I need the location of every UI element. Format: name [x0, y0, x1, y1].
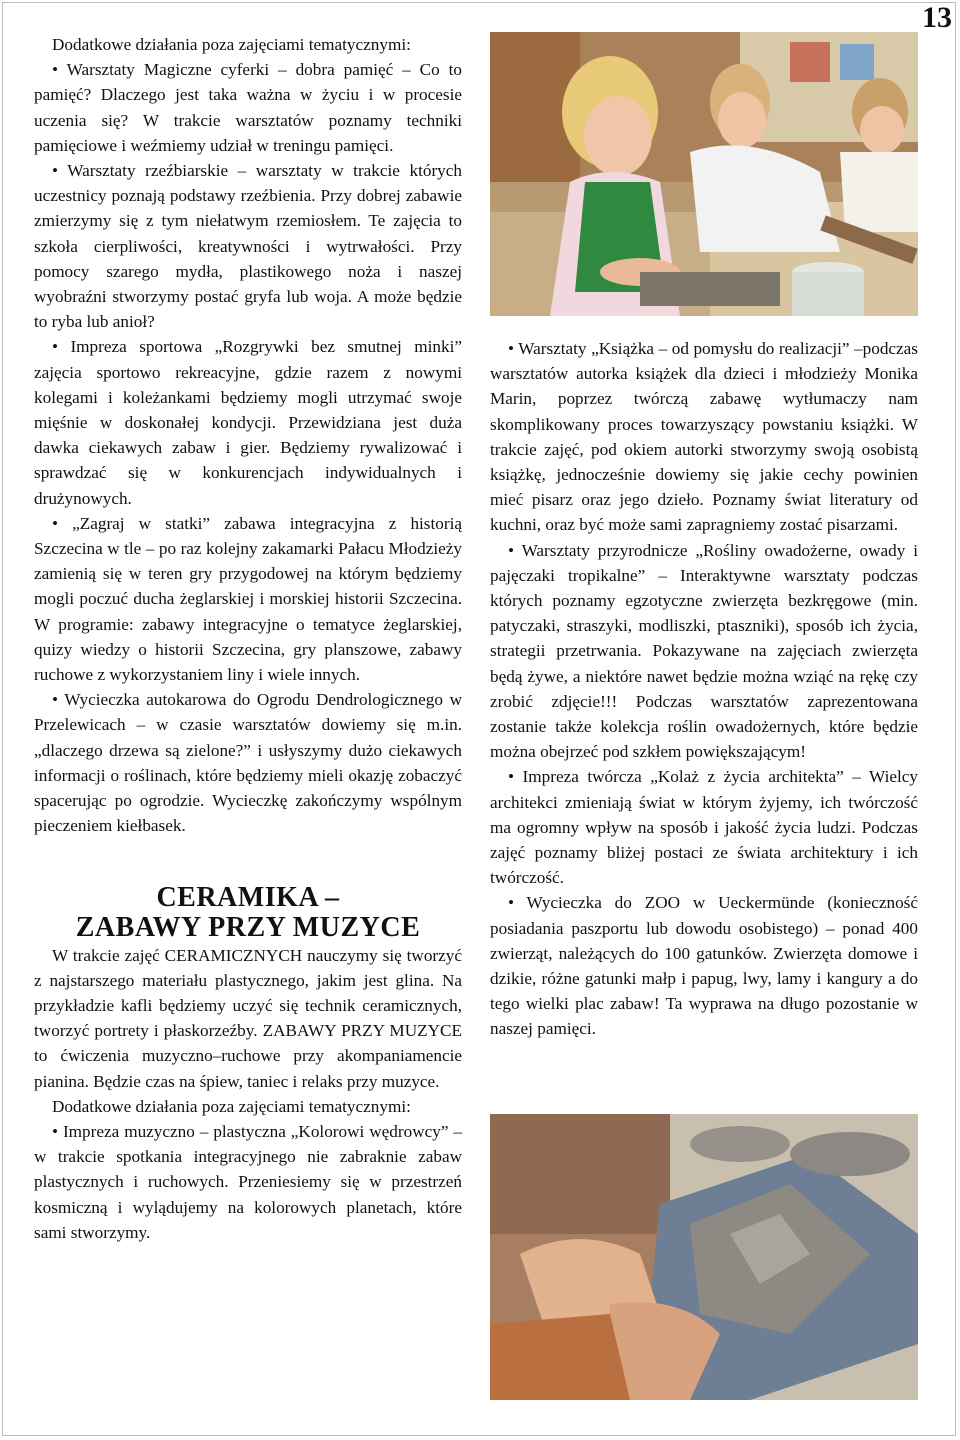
item-architect-collage: • Impreza twórcza „Kolaż z życia architekta” – Wielcy architekci zmieniają świat w którym żyjemy, ich twórczość ma ogromny wpływ na sposób i jakość życia ludzi. Podczas zajęć poznamy bliżej postaci ze świata architektury i ich twórczość.: [490, 767, 918, 888]
heading-line-2: ZABAWY PRZY MUZYCE: [75, 911, 421, 943]
intro-text: Dodatkowe działania poza zajęciami tematycznymi:: [52, 35, 411, 54]
item-zoo-trip: • Wycieczka do ZOO w Ueckermünde (konieczność posiadania paszportu lub dowodu osobistego) – ponad 400 zwierząt, należących do 100 gatunków. Zwierzęta domowe i dzikie, różne gatunki małp i papug, lwy, lamy i kangury a do tego wielki plac zabaw! Ta wyprawa na długo pozostanie w naszej pamięci.: [490, 893, 918, 1039]
intro-text-2: Dodatkowe działania poza zajęciami tematycznymi:: [52, 1096, 411, 1116]
item-memory-workshop: • Warsztaty Magiczne cyferki – dobra pamięć – Co to pamięć? Dlaczego jest taka ważna w życiu i w procesie uczenia się? W trakcie warsztatów poznamy techniki pamięciowe i weźmiemy udział w treningu pamięci.: [34, 60, 462, 155]
heading-line-1: CERAMIKA –: [156, 881, 340, 913]
photo-clay-tile-hands: [490, 1114, 918, 1400]
ceramics-description: W trakcie zajęć CERAMICZNYCH nauczymy się tworzyć z najstarszego materiału plastycznego, jakim jest glina. Na przykładzie kafli będziemy uczyć się technik ceramicznych, tworzyć portrety i płaskorzeźby. ZABAWY PRZY MUZYCE to ćwiczenia muzyczno–ruchowe przy akompaniamencie pianina. Będzie czas na śpiew, taniec i relaks przy muzyce.: [34, 945, 462, 1091]
photo-children-clay-image: [490, 32, 918, 316]
page-number: 13: [922, 1, 952, 34]
section-heading: [34, 883, 462, 943]
photo-children-clay-workshop: [490, 32, 918, 316]
right-column: [490, 336, 918, 1042]
item-dendrology-trip: • Wycieczka autokarowa do Ogrodu Dendrologicznego w Przelewicach – w czasie warsztatów dowiemy się m.in. „dlaczego drzewa są zielone?” i usłyszymy dużo ciekawych informacji o roślinach, które będziemy mieli okazję zobaczyć spacerując po ogrodzie. Wycieczkę zakończymy wspólnym pieczeniem kiełbasek.: [34, 690, 462, 836]
item-nature-workshop: • Warsztaty przyrodnicze „Rośliny owadożerne, owady i pajęczaki tropikalne” – Interaktywne warsztaty podczas których poznamy egzotyczne zwierzęta bezkręgowe (min. patyczaki, straszyki, modliszki, ptaszniki), sposób ich życia, strategii przetrwania. Pokazywane na zajęciach zwierzęta będą żywe, a niektóre nawet będzie można wziąć na rękę czy zrobić zdjęcie!!! Podczas warsztatów zaprezentowana zostanie także kolekcja roślin owadożernych, które będzie można obejrzeć pod szkłem powiększającym!: [490, 540, 918, 762]
photo-clay-tile-image: [490, 1114, 918, 1400]
item-book-workshop: • Warsztaty „Książka – od pomysłu do realizacji” –podczas warsztatów autorka książek dla dzieci i młodzieży Monika Marin, poprzez twórczą zabawę wytłumaczy nam skomplikowany proces towarzyszący powstaniu książki. W trakcie zajęć, pod okiem autorki stworzymy swoją osobistą książkę, jednocześnie dowiemy się jakie cechy powinien mieć pisarz oraz jego dzieło. Poznamy świat literatury od kuchni, oraz być może sami zapragniemy zostać pisarzami.: [490, 339, 918, 535]
item-battleship-game: • „Zagraj w statki” zabawa integracyjna z historią Szczecina w tle – po raz kolejny zakamarki Pałacu Młodzieży zamienią się w teren gry przygodowej na którym będziemy mogli poczuć ducha żeglarskiej i morskiej historii Szczecina. W programie: zabawy integracyjne o tematyce żeglarskiej, quizy wiedzy o historii Szczecina, gry planszowe, zabawy ruchowe z wykorzystaniem liny i wiele innych.: [34, 513, 462, 685]
item-sculpture-workshop: • Warsztaty rzeźbiarskie – warsztaty w trakcie których uczestnicy poznają podstawy rzeźbienia. Przy dobrej zabawie zmierzymy się z tym niełatwym rzemiosłem. Te zajęcia to szkoła cierpliwości, kreatywności i wytrwałości. Przy pomocy szarego mydła, plastikowego noża i naszej wyobraźni stworzymy postać gryfa lub woja. A może będzie to ryba lub anioł?: [34, 161, 462, 332]
item-sports-event: • Impreza sportowa „Rozgrywki bez smutnej minki” zajęcia sportowo rekreacyjne, gdzie razem z nowymi kolegami i koleżankami będziemy mogli utrzymać swoje mięśnie w doskonałej kondycji. Przewidziana jest duża dawka ciekawych zabaw i gier. Będziemy rywalizować i sprawdzać się w konkurencjach indywidualnych i drużynowych.: [34, 337, 462, 508]
item-music-art-event: • Impreza muzyczno – plastyczna „Kolorowi wędrowcy” – w trakcie spotkania integracyjnego nie zabraknie zabaw plastycznych i ruchowych. Przeniesiemy się w przestrzeń kosmiczną i wylądujemy na kolorowych planetach, które sami stworzymy.: [34, 1121, 462, 1242]
left-column: [34, 32, 462, 1245]
